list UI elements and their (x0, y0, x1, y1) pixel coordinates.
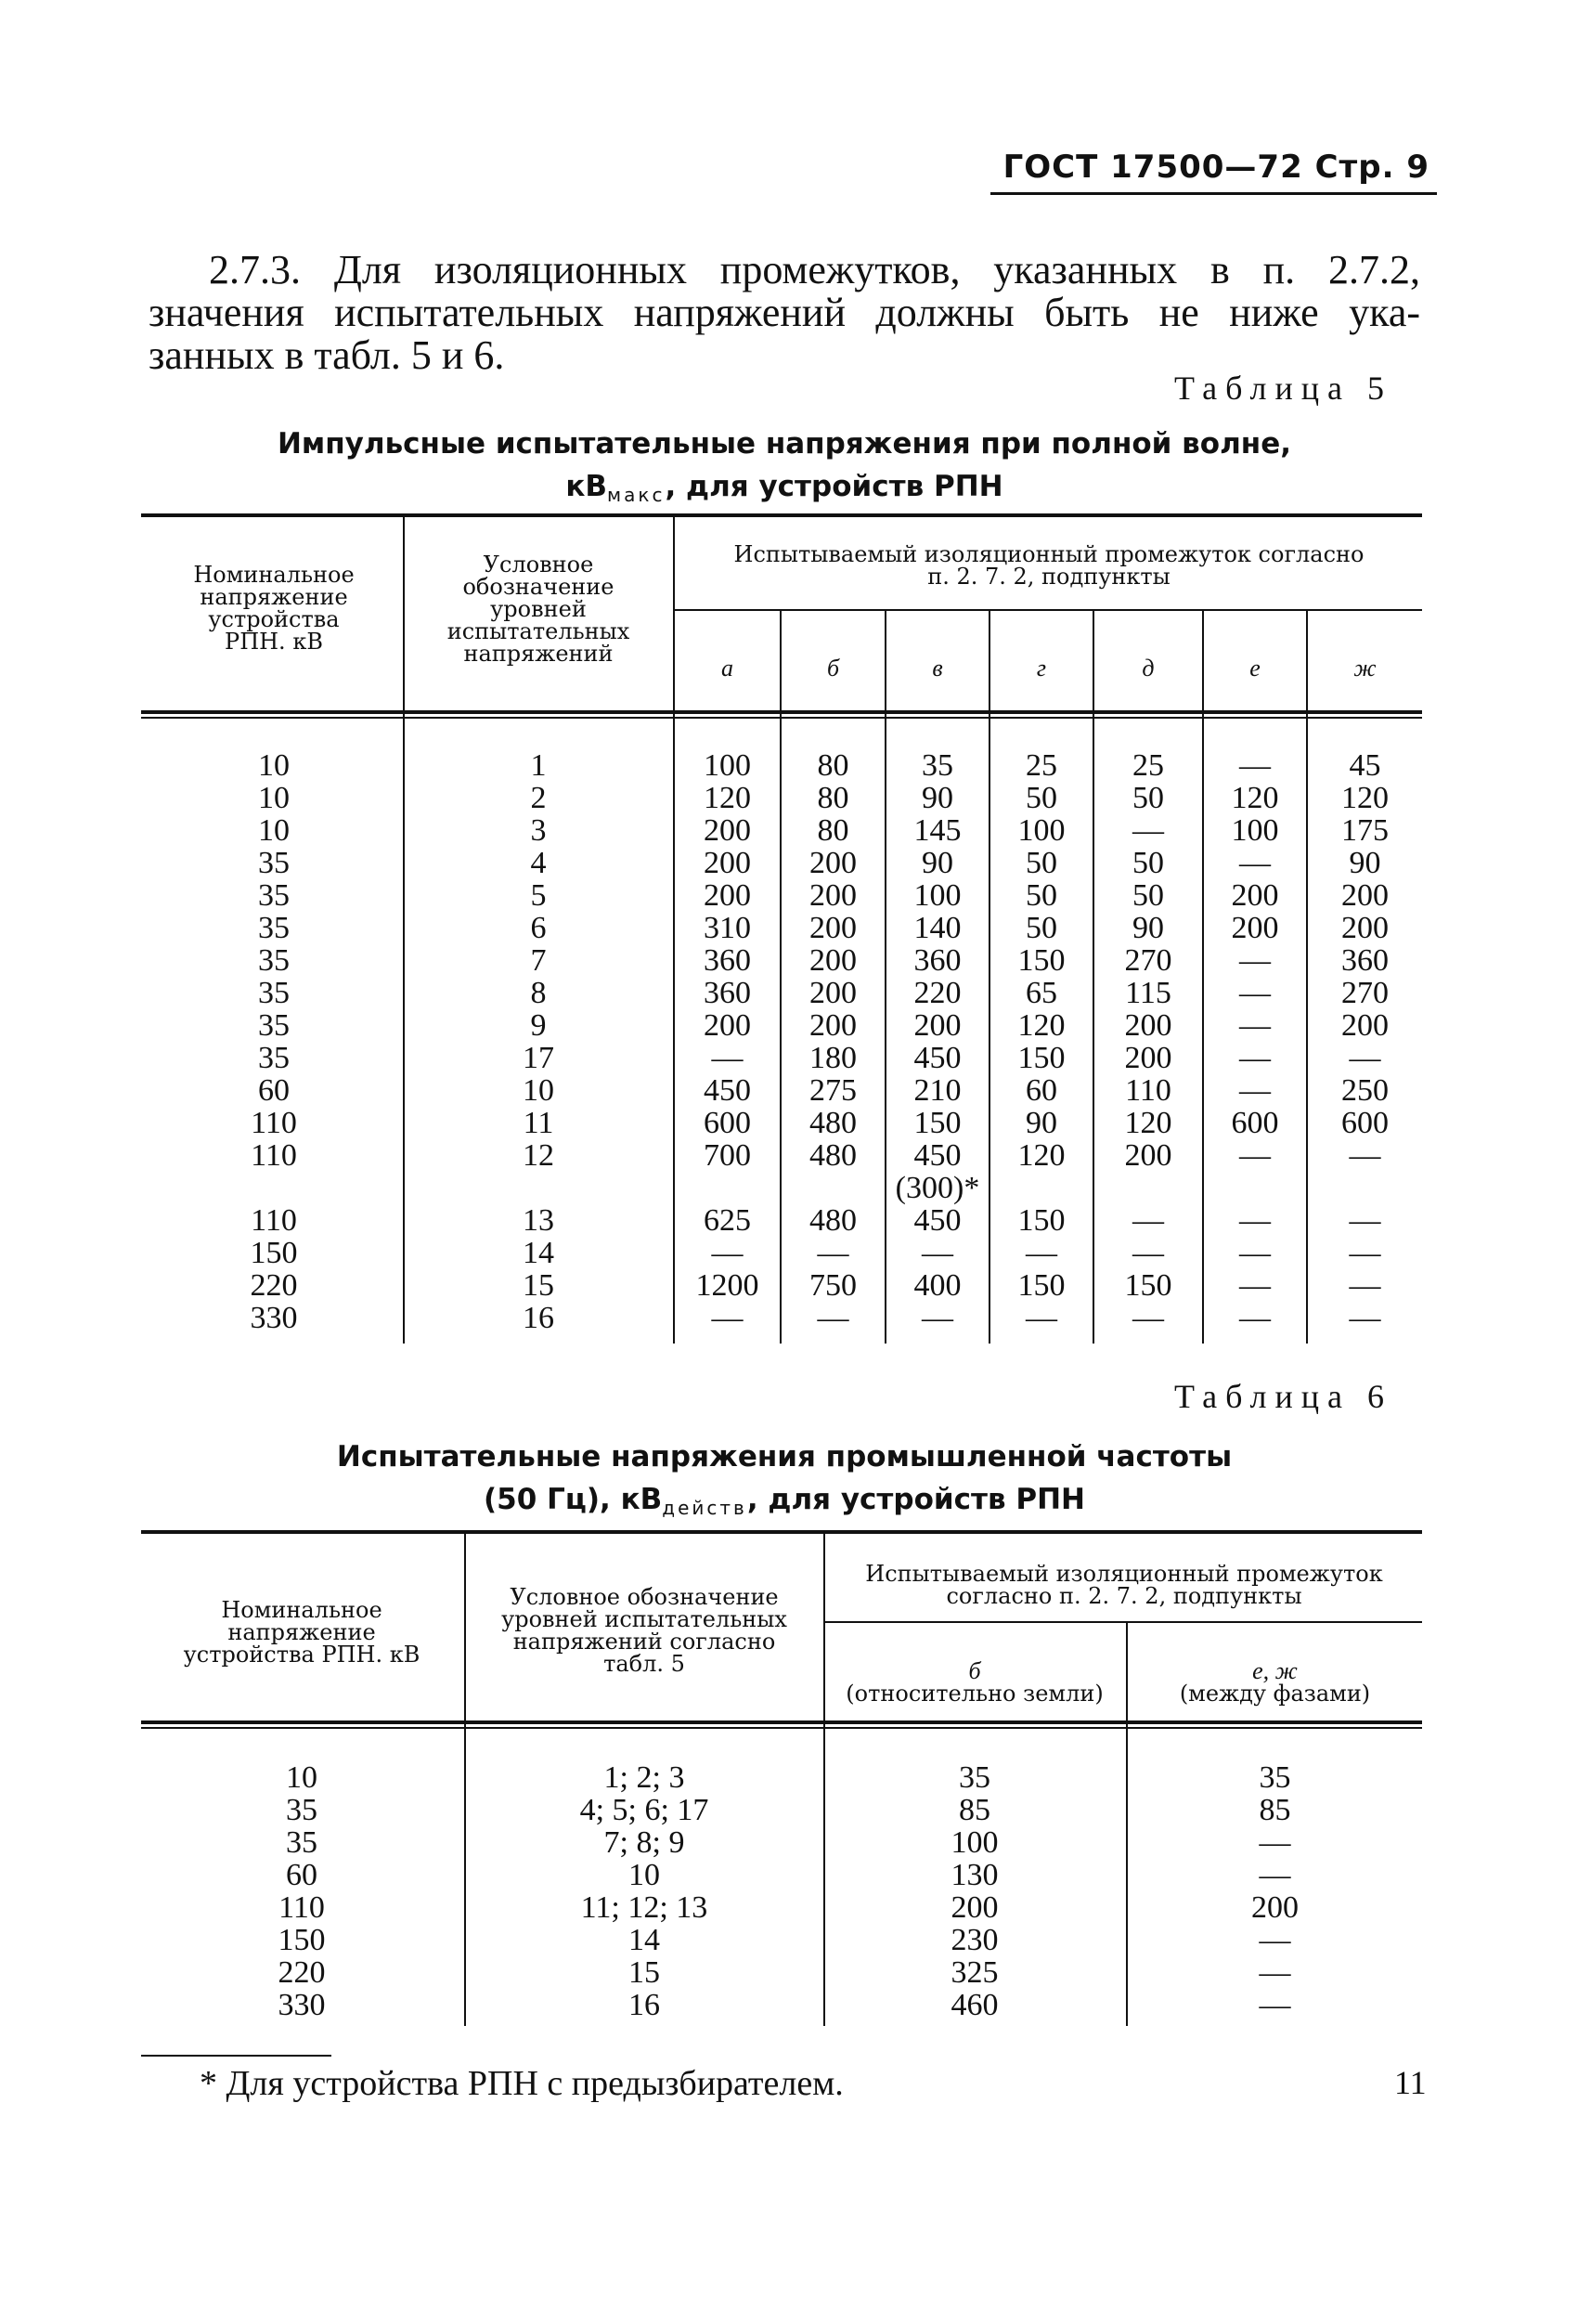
table-cell: 60 (1026, 1073, 1057, 1108)
table5-col-divider (403, 517, 405, 1344)
table-cell: 10 (286, 1760, 317, 1795)
table-cell: 35 (258, 943, 290, 978)
table-cell: 80 (817, 813, 849, 848)
table-cell: 450 (913, 1138, 962, 1173)
table-cell: 270 (1341, 976, 1389, 1010)
table-cell: — (1239, 748, 1271, 783)
table5-label: Таблица 5 (1174, 370, 1392, 407)
table-cell: 35 (258, 846, 290, 880)
table6-head-nominal: Номинальное напряжение устройства РПН. кВ (183, 1597, 420, 1668)
table-cell: 750 (809, 1268, 857, 1303)
table-cell: 6 (530, 911, 547, 945)
table-cell: (300)* (895, 1171, 980, 1205)
table6-col-ez (1128, 1761, 1422, 2021)
table-cell: 110 (278, 1890, 325, 1925)
table-cell: 200 (1124, 1008, 1172, 1043)
table5-subhead-b: б (826, 655, 840, 682)
table-cell: — (1239, 1301, 1271, 1335)
table-cell: 220 (278, 1955, 326, 1990)
footnote-rule (141, 2055, 331, 2057)
intro-line: 2.7.3. Для изоляционных промежутков, указанных в п. 2.7.2, (209, 247, 1420, 292)
table-cell: 200 (1124, 1041, 1172, 1075)
table-cell: 120 (1124, 1106, 1172, 1140)
table-cell: 115 (1125, 976, 1171, 1010)
table-cell: 35 (959, 1760, 990, 1795)
table-cell (675, 1172, 780, 1204)
table-cell: 200 (1231, 911, 1279, 945)
table6-head-rule (141, 1720, 1422, 1724)
table-cell: 480 (809, 1203, 857, 1238)
table-cell: 210 (913, 1073, 962, 1108)
table5-col-b (782, 749, 885, 1334)
table-cell: — (1349, 1203, 1381, 1238)
table6-head-gap: Испытываемый изоляционный промежуток согласно п. 2. 7. 2, подпункты (865, 1561, 1383, 1609)
table-cell: 110 (251, 1203, 297, 1238)
table-cell: 10 (258, 748, 290, 783)
table-cell: 90 (1026, 1106, 1057, 1140)
table5-col-d (1094, 749, 1202, 1334)
page-mark: 11 (1394, 2064, 1427, 2101)
table-cell: 220 (913, 976, 962, 1010)
table-cell: 8 (530, 976, 547, 1010)
table-cell: 2 (530, 781, 547, 815)
table-cell: 35 (258, 911, 290, 945)
table5-subhead-e: е (1249, 655, 1261, 682)
table-cell: 180 (809, 1041, 857, 1075)
table-cell: — (1239, 1073, 1271, 1108)
table6-title-line: Испытательные напряжения промышленной частоты (336, 1440, 1233, 1474)
table-cell: 13 (523, 1203, 554, 1238)
table-cell: 10 (258, 781, 290, 815)
table-cell: 50 (1132, 878, 1164, 913)
table-cell: 200 (704, 878, 751, 913)
table-cell: — (1132, 813, 1164, 848)
table-cell: 14 (523, 1236, 554, 1270)
table-cell: — (922, 1301, 953, 1335)
table-cell: 5 (530, 878, 547, 913)
table-cell: — (1239, 1041, 1271, 1075)
table-cell: 100 (704, 748, 751, 783)
table-cell (1204, 1172, 1306, 1204)
table-cell: 90 (1349, 846, 1381, 880)
table-cell (1094, 1172, 1202, 1204)
table-cell: 360 (913, 943, 962, 978)
table-cell: 200 (1124, 1138, 1172, 1173)
table-cell: 200 (704, 846, 751, 880)
table-cell: — (1349, 1301, 1381, 1335)
table-cell: 11 (523, 1106, 554, 1140)
table-cell: 7 (530, 943, 547, 978)
table-cell: 80 (817, 748, 849, 783)
table5-col-level (408, 749, 668, 1334)
table-cell: — (1239, 976, 1271, 1010)
table-cell: 90 (922, 846, 953, 880)
table-cell: 35 (258, 976, 290, 1010)
table-cell (149, 1172, 399, 1204)
table-cell: — (1239, 1138, 1271, 1173)
table-cell: 50 (1026, 878, 1057, 913)
table5-head-rule (141, 710, 1422, 714)
table-cell: — (711, 1041, 744, 1075)
table-cell: 11; 12; 13 (580, 1890, 708, 1925)
table-cell: 275 (809, 1073, 857, 1108)
table-cell: 100 (951, 1825, 999, 1860)
table-cell: 200 (809, 1008, 857, 1043)
table-cell: 360 (1341, 943, 1389, 978)
table-cell: — (711, 1236, 744, 1270)
table-cell (990, 1172, 1093, 1204)
table-cell: 10 (258, 813, 290, 848)
table-cell: 60 (258, 1073, 290, 1108)
table-cell: — (1239, 1203, 1271, 1238)
table-cell: 250 (1341, 1073, 1389, 1108)
table5-head-gap: Испытываемый изоляционный промежуток согласно п. 2. 7. 2, подпункты (733, 541, 1365, 590)
table-cell: 600 (1341, 1106, 1389, 1140)
table-cell: 200 (809, 846, 857, 880)
table-cell: 50 (1132, 846, 1164, 880)
table-cell: 480 (809, 1138, 857, 1173)
table-cell: 110 (1125, 1073, 1171, 1108)
table-cell: 140 (913, 911, 962, 945)
table-cell: 220 (250, 1268, 298, 1303)
table-cell: 50 (1026, 911, 1057, 945)
table-cell: — (1349, 1236, 1381, 1270)
page-header: ГОСТ 17500—72 Стр. 9 (1002, 149, 1429, 186)
table-cell: 35 (258, 1041, 290, 1075)
table-cell: — (1239, 1008, 1271, 1043)
table-cell: 50 (1132, 781, 1164, 815)
table6-top-rule (141, 1530, 1422, 1534)
table-cell: 120 (704, 781, 751, 815)
table-cell: 35 (286, 1793, 317, 1827)
table5-col-g (990, 749, 1093, 1334)
table-cell: — (1259, 1955, 1291, 1990)
table-cell: — (711, 1301, 744, 1335)
table-cell: 16 (523, 1301, 554, 1335)
table-cell: 200 (1341, 1008, 1389, 1043)
table-cell: 35 (922, 748, 953, 783)
intro-line: занных в табл. 5 и 6. (149, 332, 505, 378)
table-cell: 200 (809, 878, 857, 913)
table-cell: 85 (1259, 1793, 1291, 1827)
table-cell: — (1349, 1268, 1381, 1303)
table-cell: — (1349, 1041, 1381, 1075)
table-cell: 90 (922, 781, 953, 815)
table5-head-nominal: Номинальное напряжение устройства РПН. кВ (193, 562, 355, 655)
table-cell: 110 (251, 1138, 297, 1173)
table-cell: 600 (1231, 1106, 1279, 1140)
table6-title-line: (50 Гц), $кВ_{действ}$, для устройств РПН (484, 1483, 1085, 1519)
table-cell: — (1239, 1268, 1271, 1303)
table-cell: 150 (278, 1923, 326, 1957)
table-cell: 270 (1124, 943, 1172, 978)
table5-col-nominal (149, 749, 399, 1334)
table-cell: — (817, 1236, 849, 1270)
table-cell: 14 (628, 1923, 660, 1957)
table6-subhead-rule (823, 1621, 1422, 1623)
table6-subhead-ez: е, ж (между фазами) (1179, 1657, 1371, 1707)
table-cell: 120 (1341, 781, 1389, 815)
table-cell: — (1259, 1988, 1291, 2022)
table5-title-line: $кВ_{макс}$, для устройств РПН (565, 470, 1003, 506)
table-cell: 200 (704, 1008, 751, 1043)
intro-paragraph (149, 249, 1420, 377)
table-cell: 200 (1341, 911, 1389, 945)
table-cell: 80 (817, 781, 849, 815)
table-cell: 200 (809, 976, 857, 1010)
table-cell (1308, 1172, 1422, 1204)
table-cell: — (1259, 1923, 1291, 1957)
table-cell (782, 1172, 885, 1204)
table-cell: 60 (286, 1858, 317, 1892)
table-cell: — (1349, 1138, 1381, 1173)
table-cell: — (1132, 1203, 1164, 1238)
table6-label: Таблица 6 (1174, 1378, 1392, 1415)
table-cell: — (817, 1301, 849, 1335)
table6-col-nominal (144, 1761, 459, 2021)
table-cell: 330 (278, 1988, 326, 2022)
table-cell (408, 1172, 668, 1204)
table-cell: 200 (1251, 1890, 1299, 1925)
table-cell: 1; 2; 3 (603, 1760, 685, 1795)
table-cell: 450 (913, 1041, 962, 1075)
table-cell: — (1239, 846, 1271, 880)
table5-col-v (886, 749, 989, 1334)
table-cell: 35 (286, 1825, 317, 1860)
table-cell: 10 (523, 1073, 554, 1108)
table-cell: 17 (523, 1041, 554, 1075)
table-cell: 330 (250, 1301, 298, 1335)
table-cell: 175 (1341, 813, 1389, 848)
table-cell: 35 (258, 1008, 290, 1043)
table-cell: 4 (530, 846, 547, 880)
table-cell: 480 (809, 1106, 857, 1140)
table-cell: 16 (628, 1988, 660, 2022)
table-cell: — (922, 1236, 953, 1270)
table-cell: 25 (1026, 748, 1057, 783)
table-cell: 230 (951, 1923, 999, 1957)
table5-subhead-zh: ж (1353, 655, 1377, 682)
table-cell: 325 (951, 1955, 999, 1990)
table-cell: 65 (1026, 976, 1057, 1010)
table6-subhead-b: б (относительно земли) (846, 1657, 1104, 1707)
table-cell: 4; 5; 6; 17 (579, 1793, 709, 1827)
table-cell: 400 (913, 1268, 962, 1303)
table-cell: 90 (1132, 911, 1164, 945)
table-cell: 145 (913, 813, 962, 848)
table-cell: 12 (523, 1138, 554, 1173)
table5-top-rule (141, 513, 1422, 517)
table-cell: 120 (1231, 781, 1279, 815)
table-cell: 450 (913, 1203, 962, 1238)
table5-title (144, 422, 1425, 516)
table-cell: 35 (1259, 1760, 1291, 1795)
table-cell: 1 (530, 748, 547, 783)
table-cell: 200 (1231, 878, 1279, 913)
table-cell: 600 (704, 1106, 751, 1140)
table-cell: 85 (959, 1793, 990, 1827)
table5-col-a (675, 749, 780, 1334)
table-cell: 310 (704, 911, 751, 945)
table-cell: 110 (251, 1106, 297, 1140)
table-cell: 200 (913, 1008, 962, 1043)
table5-subhead-g: г (1036, 655, 1047, 682)
table-cell: 100 (1231, 813, 1279, 848)
table-cell: 200 (951, 1890, 999, 1925)
table-cell: — (1026, 1301, 1057, 1335)
footnote: * Для устройства РПН с предызбирателем. (200, 2064, 844, 2103)
table-cell: 10 (628, 1858, 660, 1892)
table-cell: 700 (704, 1138, 751, 1173)
table5-subhead-a: а (721, 655, 733, 682)
table-cell: 150 (1017, 1268, 1066, 1303)
table5-col-e (1204, 749, 1306, 1334)
table-cell: — (1259, 1825, 1291, 1860)
table-cell: 9 (530, 1008, 547, 1043)
table-cell: 50 (1026, 846, 1057, 880)
table-cell: 200 (1341, 878, 1389, 913)
table5-head-rule (141, 717, 1422, 719)
table-cell: 360 (704, 976, 751, 1010)
table-cell: 200 (809, 911, 857, 945)
table-cell: 25 (1132, 748, 1164, 783)
table-cell: 3 (530, 813, 547, 848)
table-cell: 120 (1017, 1008, 1066, 1043)
table-cell: 150 (1017, 943, 1066, 978)
table-cell: 150 (1017, 1203, 1066, 1238)
table5-col-zh (1308, 749, 1422, 1334)
table-cell: — (1132, 1236, 1164, 1270)
table5-subhead-d: д (1142, 655, 1155, 682)
table5-title-line: Импульсные испытательные напряжения при полной волне, (277, 427, 1292, 461)
table-cell: — (1132, 1301, 1164, 1335)
table6-title (144, 1435, 1425, 1529)
intro-line: значения испытательных напряжений должны быть не ниже ука- (149, 290, 1420, 335)
table6-col-b (825, 1761, 1124, 2021)
table-cell: 120 (1017, 1138, 1066, 1173)
table6-head-rule (141, 1727, 1422, 1729)
table-cell: 150 (1017, 1041, 1066, 1075)
table-cell: 200 (704, 813, 751, 848)
table-cell: 35 (258, 878, 290, 913)
table-cell: 1200 (695, 1268, 759, 1303)
table5-subhead-v: в (932, 655, 943, 682)
table-cell: 130 (951, 1858, 999, 1892)
table-cell: 7; 8; 9 (603, 1825, 685, 1860)
table-cell: 15 (523, 1268, 554, 1303)
table-cell: — (1259, 1858, 1291, 1892)
table-cell: 50 (1026, 781, 1057, 815)
table-cell: 625 (704, 1203, 751, 1238)
table-cell: 45 (1349, 748, 1381, 783)
table-cell: 150 (913, 1106, 962, 1140)
table-cell: 360 (704, 943, 751, 978)
table6-col-divider (464, 1534, 466, 2026)
table-cell: 15 (628, 1955, 660, 1990)
table-cell: — (1239, 943, 1271, 978)
table-cell: 150 (1124, 1268, 1172, 1303)
table5-subhead-rule (673, 609, 1422, 611)
table-cell: 200 (809, 943, 857, 978)
table-cell: 150 (250, 1236, 298, 1270)
table-cell: — (1239, 1236, 1271, 1270)
table-cell: — (1026, 1236, 1057, 1270)
table6-col-level (469, 1761, 820, 2021)
table5-head-level: Условное обозначение уровней испытательных напряжений (446, 552, 630, 667)
table-cell: 100 (913, 878, 962, 913)
table-cell: 450 (704, 1073, 751, 1108)
table-cell: 460 (951, 1988, 999, 2022)
table-cell: 100 (1017, 813, 1066, 848)
table6-head-level: Условное обозначение уровней испытательных напряжений согласно табл. 5 (501, 1584, 787, 1677)
